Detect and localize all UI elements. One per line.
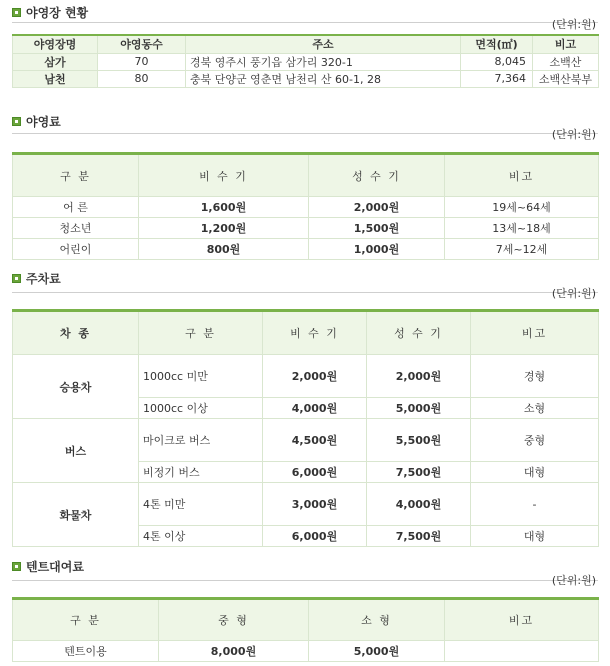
vehicle-class: 마이크로 버스 <box>139 419 263 462</box>
fee-peak-season: 5,000원 <box>367 398 471 419</box>
vehicle-class: 1000cc 미만 <box>139 355 263 398</box>
table-row <box>13 641 599 662</box>
fee-off-season: 4,500원 <box>263 419 367 462</box>
fee-note: 중형 <box>471 419 599 462</box>
fee-small-tent: 5,000원 <box>309 641 445 662</box>
unit-label: (단위:원) <box>551 18 596 31</box>
table-header-row <box>13 599 599 641</box>
vehicle-class: 1000cc 이상 <box>139 398 263 419</box>
fee-note: 7세~12세 <box>445 239 599 260</box>
fee-peak-season: 2,000원 <box>367 355 471 398</box>
section-bullet-icon <box>12 8 21 17</box>
header-cell: 비고 <box>445 154 599 197</box>
section-title-parking-fee <box>12 270 61 286</box>
fee-note: 경형 <box>471 355 599 398</box>
fee-note: 대형 <box>471 462 599 483</box>
campsite-name: 남천 <box>13 70 98 87</box>
header-cell: 야영장명 <box>13 35 98 53</box>
table-header-row <box>13 154 599 197</box>
header-cell: 비 수 기 <box>263 311 367 355</box>
table-row <box>13 483 599 526</box>
header-cell: 비고 <box>471 311 599 355</box>
campsite-name: 삼가 <box>13 53 98 70</box>
section-bullet-icon <box>12 562 21 571</box>
fee-type: 텐트이용 <box>13 641 159 662</box>
fee-off-season: 6,000원 <box>263 462 367 483</box>
header-cell: 구 분 <box>13 154 139 197</box>
header-cell: 비고 <box>533 35 599 53</box>
section-bullet-icon <box>12 117 21 126</box>
header-cell: 야영동수 <box>98 35 186 53</box>
fee-note: - <box>471 483 599 526</box>
fee-peak-season: 7,500원 <box>367 462 471 483</box>
fee-note: 소형 <box>471 398 599 419</box>
table-row <box>13 197 599 218</box>
fee-peak-season: 2,000원 <box>309 197 445 218</box>
fee-off-season: 800원 <box>139 239 309 260</box>
fee-note: 19세~64세 <box>445 197 599 218</box>
fee-off-season: 2,000원 <box>263 355 367 398</box>
header-cell: 주소 <box>186 35 461 53</box>
fee-medium-tent: 8,000원 <box>159 641 309 662</box>
campsite-address: 충북 단양군 영춘면 남천리 산 60-1, 28 <box>186 70 461 87</box>
fee-off-season: 4,000원 <box>263 398 367 419</box>
campsite-count: 70 <box>98 53 186 70</box>
fee-note: 대형 <box>471 526 599 547</box>
fee-off-season: 3,000원 <box>263 483 367 526</box>
parking-fee-table <box>12 309 599 547</box>
header-cell: 차 종 <box>13 311 139 355</box>
unit-label: (단위:원) <box>551 574 596 587</box>
campsite-note: 소백산북부 <box>533 70 599 87</box>
section-divider <box>12 292 598 293</box>
header-cell: 성 수 기 <box>367 311 471 355</box>
header-cell: 면적(㎡) <box>461 35 533 53</box>
table-row <box>13 239 599 260</box>
table-row <box>13 419 599 462</box>
vehicle-type: 버스 <box>13 419 139 483</box>
section-divider <box>12 580 598 581</box>
fee-off-season: 1,200원 <box>139 218 309 239</box>
fee-peak-season: 1,500원 <box>309 218 445 239</box>
camping-fee-table <box>12 152 599 260</box>
header-cell: 구 분 <box>13 599 159 641</box>
fee-peak-season: 1,000원 <box>309 239 445 260</box>
vehicle-class: 4톤 이상 <box>139 526 263 547</box>
vehicle-class: 4톤 미만 <box>139 483 263 526</box>
vehicle-class: 비정기 버스 <box>139 462 263 483</box>
tent-fee-table <box>12 597 599 662</box>
section-divider <box>12 133 598 134</box>
table-row <box>13 70 599 87</box>
fee-note <box>445 641 599 662</box>
table-row <box>13 218 599 239</box>
fee-off-season: 6,000원 <box>263 526 367 547</box>
status-table <box>12 34 599 88</box>
header-cell: 성 수 기 <box>309 154 445 197</box>
vehicle-type: 승용차 <box>13 355 139 419</box>
fee-peak-season: 5,500원 <box>367 419 471 462</box>
header-cell: 구 분 <box>139 311 263 355</box>
unit-label: (단위:원) <box>551 287 596 300</box>
section-title-text: 야영장 현황 <box>26 5 89 20</box>
table-row <box>13 53 599 70</box>
vehicle-type: 화물차 <box>13 483 139 547</box>
section-divider <box>12 22 598 23</box>
header-cell: 비고 <box>445 599 599 641</box>
header-cell: 비 수 기 <box>139 154 309 197</box>
campsite-area: 8,045 <box>461 53 533 70</box>
section-title-text: 텐트대여료 <box>26 559 84 574</box>
campsite-count: 80 <box>98 70 186 87</box>
fee-type: 어린이 <box>13 239 139 260</box>
section-bullet-icon <box>12 274 21 283</box>
fee-type: 청소년 <box>13 218 139 239</box>
fee-type: 어 른 <box>13 197 139 218</box>
section-title-status <box>12 4 88 20</box>
unit-label: (단위:원) <box>551 128 596 141</box>
fee-peak-season: 7,500원 <box>367 526 471 547</box>
header-cell: 중 형 <box>159 599 309 641</box>
section-title-camping-fee <box>12 113 61 129</box>
section-title-text: 주차료 <box>26 271 61 286</box>
fee-peak-season: 4,000원 <box>367 483 471 526</box>
table-header-row <box>13 35 599 53</box>
fee-off-season: 1,600원 <box>139 197 309 218</box>
table-header-row <box>13 311 599 355</box>
section-title-text: 야영료 <box>26 114 61 129</box>
fee-note: 13세~18세 <box>445 218 599 239</box>
table-row <box>13 355 599 398</box>
campsite-note: 소백산 <box>533 53 599 70</box>
header-cell: 소 형 <box>309 599 445 641</box>
section-title-tent-fee <box>12 558 84 574</box>
campsite-area: 7,364 <box>461 70 533 87</box>
campsite-address: 경북 영주시 풍기읍 삼가리 320-1 <box>186 53 461 70</box>
